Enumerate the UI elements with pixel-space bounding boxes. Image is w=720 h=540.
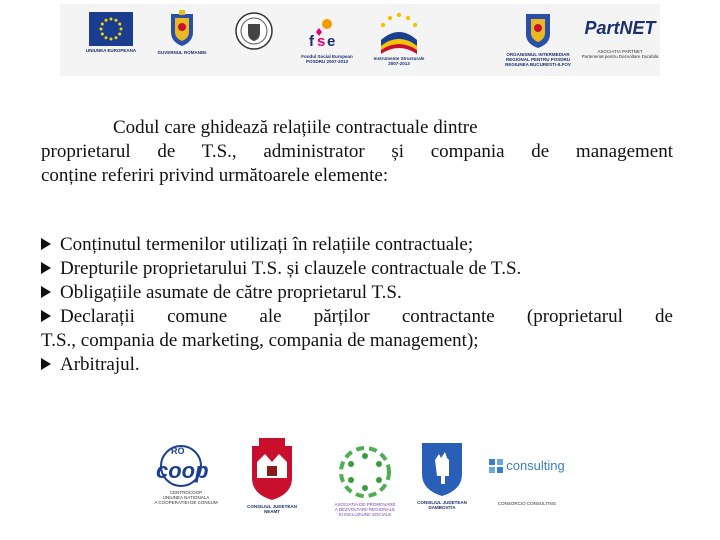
svg-text:f: f xyxy=(309,33,314,50)
neamt-coat-of-arms-icon xyxy=(249,438,295,502)
logo-caption: Fondul Social European POSDRU 2007-2013 xyxy=(301,54,353,64)
eu-flag-icon xyxy=(89,12,133,46)
logo-caption: ASOCIATIA PARTNET Parteneriat pentru Dezvoltare Durabila xyxy=(581,49,659,59)
arrow-bullet-icon xyxy=(41,262,51,274)
arrow-bullet-icon xyxy=(41,286,51,298)
fse-icon xyxy=(301,12,353,52)
asociatia-logo xyxy=(320,444,410,517)
arrow-bullet-icon xyxy=(41,238,51,250)
bullet-text: Conținutul termenilor utilizați în relațiile contractuale; xyxy=(60,234,474,255)
logo-caption: GUVERNUL ROMANIEI xyxy=(157,50,207,55)
centrocoop-logo xyxy=(148,440,224,505)
coop-wordmark: coop xyxy=(156,458,209,483)
logo-caption: CONSILIUL JUDETEAN DAMBOVITA xyxy=(417,500,467,510)
partnet-wordmark: PartNET xyxy=(584,18,656,38)
structural-instruments-icon xyxy=(375,10,423,54)
svg-text:e: e xyxy=(327,33,336,50)
bullet-item xyxy=(41,305,673,353)
consulting-wordmark: consulting xyxy=(506,458,565,473)
eu-logo xyxy=(83,12,139,53)
coat-of-arms-icon xyxy=(522,10,554,50)
ministry-seal-icon xyxy=(235,12,273,50)
bullet-item xyxy=(41,233,673,257)
bullet-list xyxy=(41,233,673,377)
bullet-text-continued: T.S., compania de marketing, compania de management); xyxy=(41,330,479,351)
ministry-logo xyxy=(232,12,276,50)
logo-caption: CONSORCIO CONSULTING xyxy=(497,501,557,506)
cj-dambovita-logo xyxy=(410,440,474,510)
bullet-item xyxy=(41,281,673,305)
logo-caption: Instrumente Structurale 2007-2013 xyxy=(373,56,425,66)
logo-caption: UNIUNEA EUROPEANA xyxy=(85,48,137,53)
intro-line: Codul care ghidează relațiile contractuale dintre xyxy=(113,117,478,138)
cj-neamt-logo xyxy=(240,438,304,514)
bullet-text: Arbitrajul. xyxy=(60,354,140,375)
intro-line: proprietarul de T.S., administrator și compania de management xyxy=(41,141,673,162)
deer-coat-of-arms-icon xyxy=(419,440,465,498)
svg-text:RO: RO xyxy=(171,446,185,456)
bullet-item xyxy=(41,353,673,377)
logo-caption: ORGANISMUL INTERMEDIAR REGIONAL PENTRU POSDRU REGIUNEA BUCURESTI-ILFOV xyxy=(505,52,571,67)
government-logo xyxy=(152,10,212,55)
structural-instruments-logo xyxy=(364,10,434,66)
bullet-text: Drepturile proprietarului T.S. și clauzele contractuale de T.S. xyxy=(60,258,522,279)
logo-caption: CENTROCOOP UNIUNEA NATIONALA A COOPERATIEI DE CONSUM xyxy=(154,490,218,505)
coat-of-arms-icon xyxy=(167,10,197,48)
logo-caption: ASOCIATIA DE PROMOVARE A DEZVOLTARII REGIONALE SI INCLUZIUNII SOCIALE xyxy=(334,502,396,517)
grid-squares-icon xyxy=(489,459,503,473)
oi-logo xyxy=(496,10,580,67)
logo-caption: CONSILIUL JUDETEAN NEAMT xyxy=(247,504,297,514)
bullet-item xyxy=(41,257,673,281)
intro-paragraph xyxy=(41,116,673,188)
partnet-logo xyxy=(575,18,665,59)
svg-text:s: s xyxy=(317,33,326,50)
arrow-bullet-icon xyxy=(41,310,51,322)
consulting-logo xyxy=(484,458,570,506)
fse-logo xyxy=(295,12,359,64)
people-circle-icon xyxy=(337,444,393,500)
bullet-text: Declarații comune ale părților contractante (proprietarul de xyxy=(60,306,673,327)
arrow-bullet-icon xyxy=(41,358,51,370)
bullet-text: Obligațiile asumate de către proprietarul T.S. xyxy=(60,282,402,303)
intro-line: conține referiri privind următoarele elemente: xyxy=(41,165,389,186)
